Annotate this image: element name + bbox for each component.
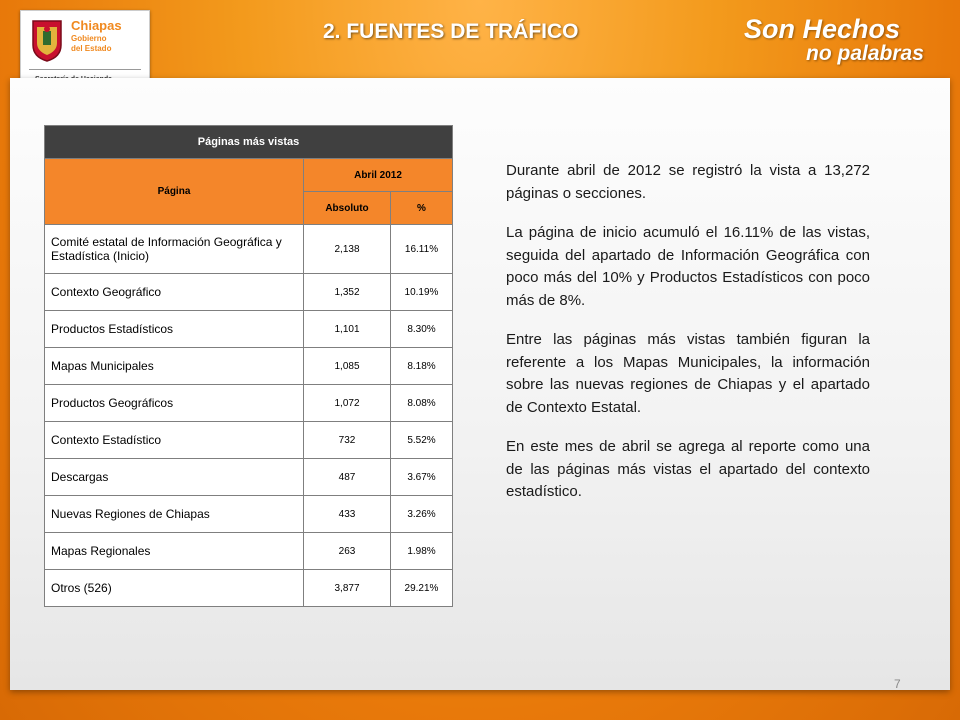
logo-subtitle-line1: Gobierno <box>71 34 107 43</box>
row-absolute: 1,072 <box>304 385 391 422</box>
column-header-absolute: Absoluto <box>304 192 391 225</box>
table-row <box>45 459 453 496</box>
table-row <box>45 311 453 348</box>
slide-title: 2. FUENTES DE TRÁFICO <box>323 20 579 43</box>
slogan-logo <box>740 14 930 70</box>
table-row <box>45 385 453 422</box>
row-page-name: Comité estatal de Información Geográfica y Estadística (Inicio) <box>45 225 304 274</box>
row-page-name: Mapas Municipales <box>45 348 304 385</box>
logo-subtitle-line2: del Estado <box>71 44 112 53</box>
table-row <box>45 225 453 274</box>
table-row <box>45 422 453 459</box>
row-percent: 3.67% <box>391 459 453 496</box>
paragraph: Durante abril de 2012 se registró la vista a 13,272 páginas o secciones. <box>506 162 870 202</box>
row-percent: 1.98% <box>391 533 453 570</box>
row-percent: 8.30% <box>391 311 453 348</box>
row-page-name: Contexto Geográfico <box>45 274 304 311</box>
row-absolute: 2,138 <box>304 225 391 274</box>
column-header-period: Abril 2012 <box>304 159 453 192</box>
paragraph: La página de inicio acumuló el 16.11% de las vistas, seguida del apartado de Información Geográfica con poco más del 10% y Productos Estadísticos con poco más de 8%. <box>506 224 870 309</box>
paragraph: En este mes de abril se agrega al reporte como una de las páginas más vistas el apartado del contexto estadístico. <box>506 438 870 500</box>
slogan-line1: Son Hechos <box>744 14 901 44</box>
table-row <box>45 533 453 570</box>
most-viewed-pages-table <box>44 125 453 607</box>
table-row <box>45 570 453 607</box>
logo-divider <box>29 69 141 70</box>
page-number: 7 <box>894 677 901 691</box>
paragraph: Entre las páginas más vistas también figuran la referente a los Mapas Municipales, la información sobre las nuevas regiones de Chiapas y el apartado de Contexto Estatal. <box>506 331 870 416</box>
coat-of-arms-icon <box>31 19 63 63</box>
row-absolute: 1,085 <box>304 348 391 385</box>
row-absolute: 487 <box>304 459 391 496</box>
row-page-name: Productos Geográficos <box>45 385 304 422</box>
row-percent: 29.21% <box>391 570 453 607</box>
summary-text <box>506 160 870 521</box>
row-absolute: 263 <box>304 533 391 570</box>
row-absolute: 3,877 <box>304 570 391 607</box>
row-percent: 16.11% <box>391 225 453 274</box>
column-header-percent: % <box>391 192 453 225</box>
table-title: Páginas más vistas <box>45 126 453 159</box>
row-percent: 3.26% <box>391 496 453 533</box>
row-absolute: 1,101 <box>304 311 391 348</box>
slogan-line2: no palabras <box>806 42 924 65</box>
row-percent: 8.08% <box>391 385 453 422</box>
row-page-name: Productos Estadísticos <box>45 311 304 348</box>
row-percent: 10.19% <box>391 274 453 311</box>
row-page-name: Mapas Regionales <box>45 533 304 570</box>
row-percent: 5.52% <box>391 422 453 459</box>
table-row <box>45 274 453 311</box>
table-row <box>45 348 453 385</box>
logo-name: Chiapas <box>71 18 122 33</box>
table-row <box>45 496 453 533</box>
row-page-name: Descargas <box>45 459 304 496</box>
row-page-name: Nuevas Regiones de Chiapas <box>45 496 304 533</box>
column-header-page: Página <box>45 159 304 225</box>
table-body <box>45 225 453 607</box>
row-absolute: 433 <box>304 496 391 533</box>
logo-subtitle <box>71 34 111 54</box>
row-page-name: Otros (526) <box>45 570 304 607</box>
row-absolute: 1,352 <box>304 274 391 311</box>
row-percent: 8.18% <box>391 348 453 385</box>
row-absolute: 732 <box>304 422 391 459</box>
row-page-name: Contexto Estadístico <box>45 422 304 459</box>
